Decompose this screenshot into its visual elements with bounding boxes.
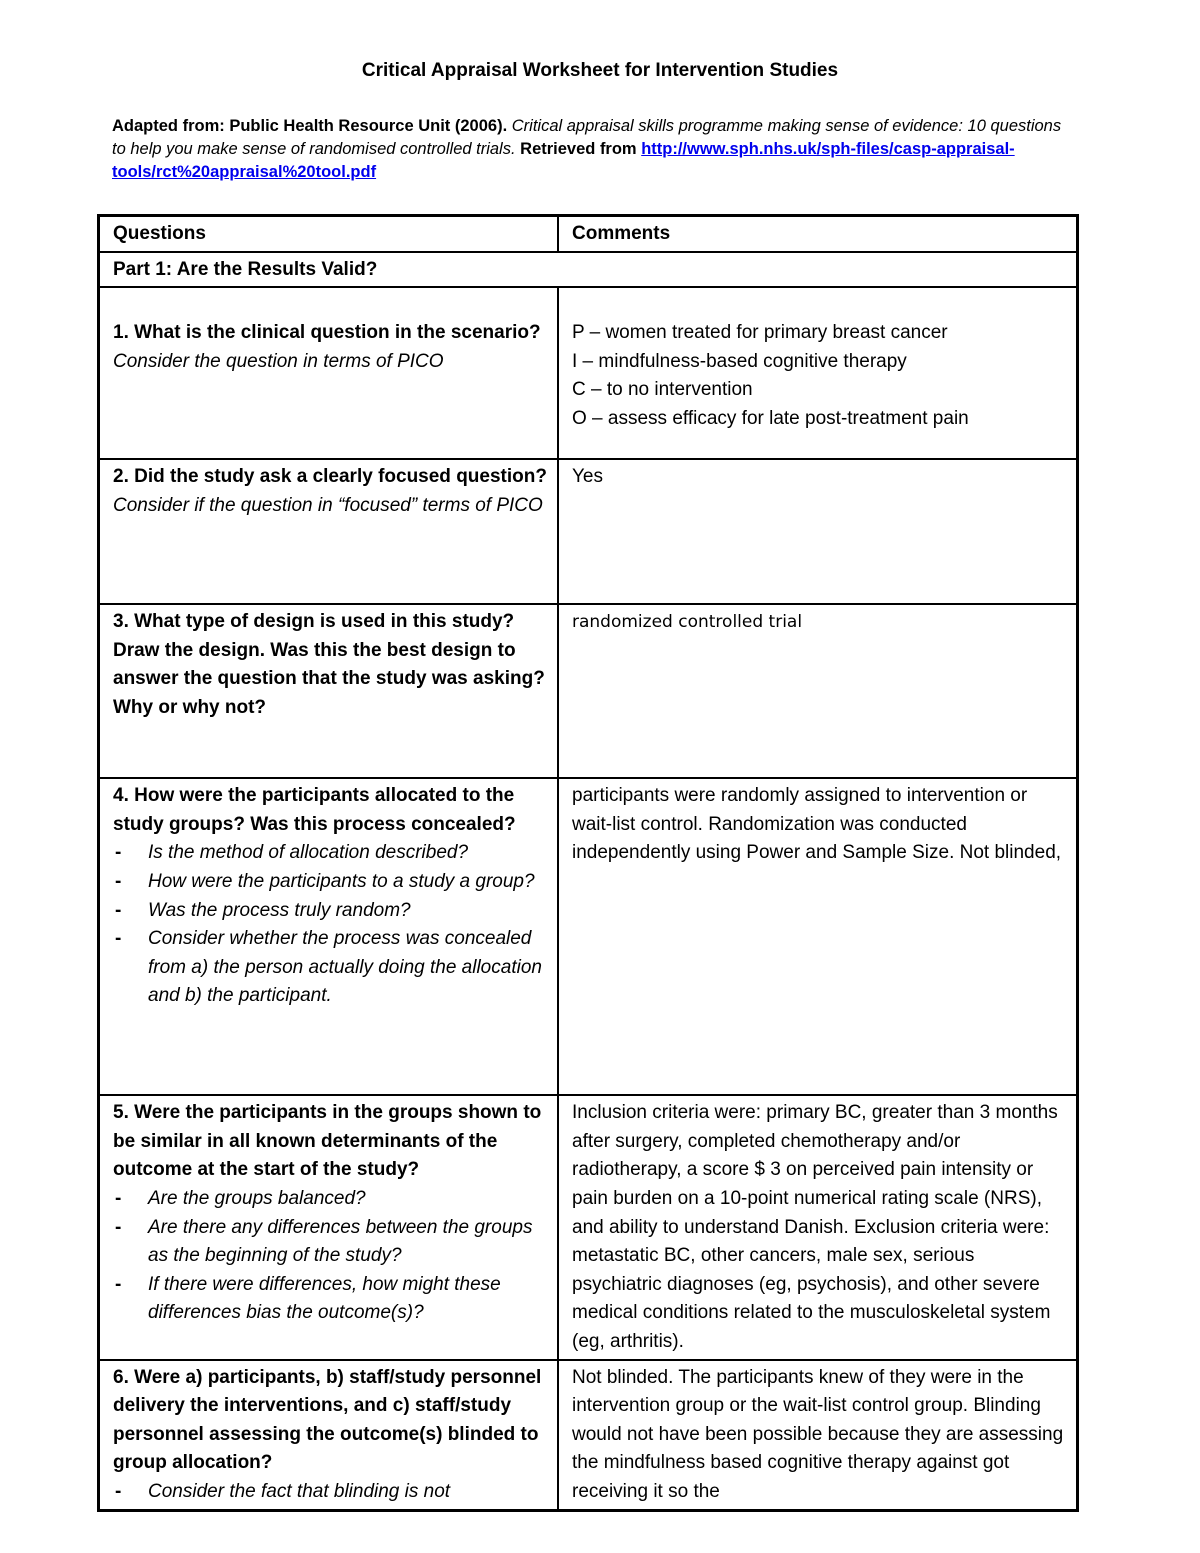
pico-outcome: O – assess efficacy for late post-treatment pain <box>572 407 969 429</box>
comment-cell <box>558 1095 1078 1359</box>
hint-list <box>113 1478 547 1507</box>
header-comments: Comments <box>558 216 1078 252</box>
citation-source: Adapted from: Public Health Resource Unit (2006). <box>112 117 508 135</box>
table-header-row <box>99 216 1078 252</box>
question-text: 3. What type of design is used in this study? Draw the design. Was this the best design to answer the question that the study was asking? Why or why not? <box>113 611 545 718</box>
table-row <box>99 1095 1078 1359</box>
table-row <box>99 459 1078 604</box>
pico-intervention: I – mindfulness-based cognitive therapy <box>572 350 907 372</box>
citation <box>112 115 1072 184</box>
section-title-part1: Part 1: Are the Results Valid? <box>99 252 1078 288</box>
comment-text: Yes <box>572 466 603 488</box>
hint-item: - How were the participants to a study a group? <box>113 868 547 897</box>
hint-list <box>113 1185 547 1328</box>
table-row <box>99 1360 1078 1510</box>
table-row <box>99 287 1078 459</box>
comment-text: participants were randomly assigned to intervention or wait-list control. Randomization was conducted independently using Power and Sample Size. Not blinded, <box>572 785 1062 864</box>
comment-text: randomized controlled trial <box>572 612 803 633</box>
page-title: Critical Appraisal Worksheet for Intervention Studies <box>361 60 839 81</box>
hint-item: - If there were differences, how might these differences bias the outcome(s)? <box>113 1271 547 1328</box>
question-cell <box>99 1360 559 1510</box>
comment-cell <box>558 604 1078 778</box>
comment-cell <box>558 778 1078 1095</box>
hint-item: - Was the process truly random? <box>113 897 547 926</box>
header-questions: Questions <box>99 216 559 252</box>
question-cell <box>99 459 559 604</box>
question-hint: Consider if the question in “focused” terms of PICO <box>113 494 543 516</box>
hint-item: - Are there any differences between the groups as the beginning of the study? <box>113 1214 547 1271</box>
question-cell <box>99 778 559 1095</box>
question-text: 6. Were a) participants, b) staff/study personnel delivery the interventions, and c) staff/study personnel assessing the outcome(s) blinded to group allocation? <box>113 1366 542 1474</box>
question-text: 5. Were the participants in the groups shown to be similar in all known determinants of the outcome at the start of the study? <box>113 1102 542 1181</box>
comment-cell <box>558 1360 1078 1510</box>
question-text: 4. How were the participants allocated to the study groups? Was this process concealed? <box>113 785 516 835</box>
section-row <box>99 252 1078 288</box>
question-cell <box>99 1095 559 1359</box>
pico-population: P – women treated for primary breast cancer <box>572 322 948 344</box>
question-text: 1. What is the clinical question in the scenario? <box>113 322 541 344</box>
comment-text: Inclusion criteria were: primary BC, greater than 3 months after surgery, completed chemotherapy and/or radiotherapy, a score $ 3 on perceived pain intensity or pain burden on a 10-point numerical rating scale (NRS), and ability to understand Danish. Exclusion criteria were: metastatic BC, other cancers, male sex, serious psychiatric diagnoses (eg, psychosis), and other severe medical conditions related to the musculoskeletal system (eg, arthritis). <box>572 1102 1058 1352</box>
question-hint: Consider the question in terms of PICO <box>113 350 444 372</box>
question-text: 2. Did the study ask a clearly focused question? <box>113 466 547 488</box>
citation-retrieved-label: Retrieved from <box>520 140 637 158</box>
citation-link[interactable]: http://www.sph.nhs.uk/sph-files/casp-appraisal-tools/rct%20appraisal%20tool.pdf <box>112 140 1015 181</box>
table-row <box>99 604 1078 778</box>
hint-item: - Is the method of allocation described? <box>113 839 547 868</box>
comment-cell <box>558 287 1078 459</box>
question-cell <box>99 287 559 459</box>
hint-item: - Are the groups balanced? <box>113 1185 547 1214</box>
hint-list <box>113 839 547 1011</box>
comment-cell <box>558 459 1078 604</box>
table-row <box>99 778 1078 1095</box>
comment-text: Not blinded. The participants knew of they were in the intervention group or the wait-list control group. Blinding would not have been possible because they are assessing the mindfulness based cognitive therapy against got receiving it so the <box>572 1366 1064 1502</box>
pico-comparison: C – to no intervention <box>572 379 753 401</box>
citation-work-title: Critical appraisal skills programme making sense of evidence: 10 questions to help you make sense of randomised controlled trials. <box>112 117 1062 158</box>
hint-item: - Consider whether the process was concealed from a) the person actually doing the allocation and b) the participant. <box>113 925 547 1011</box>
question-cell <box>99 604 559 778</box>
hint-item: - Consider the fact that blinding is not <box>113 1478 547 1507</box>
worksheet-table <box>97 214 1079 1512</box>
